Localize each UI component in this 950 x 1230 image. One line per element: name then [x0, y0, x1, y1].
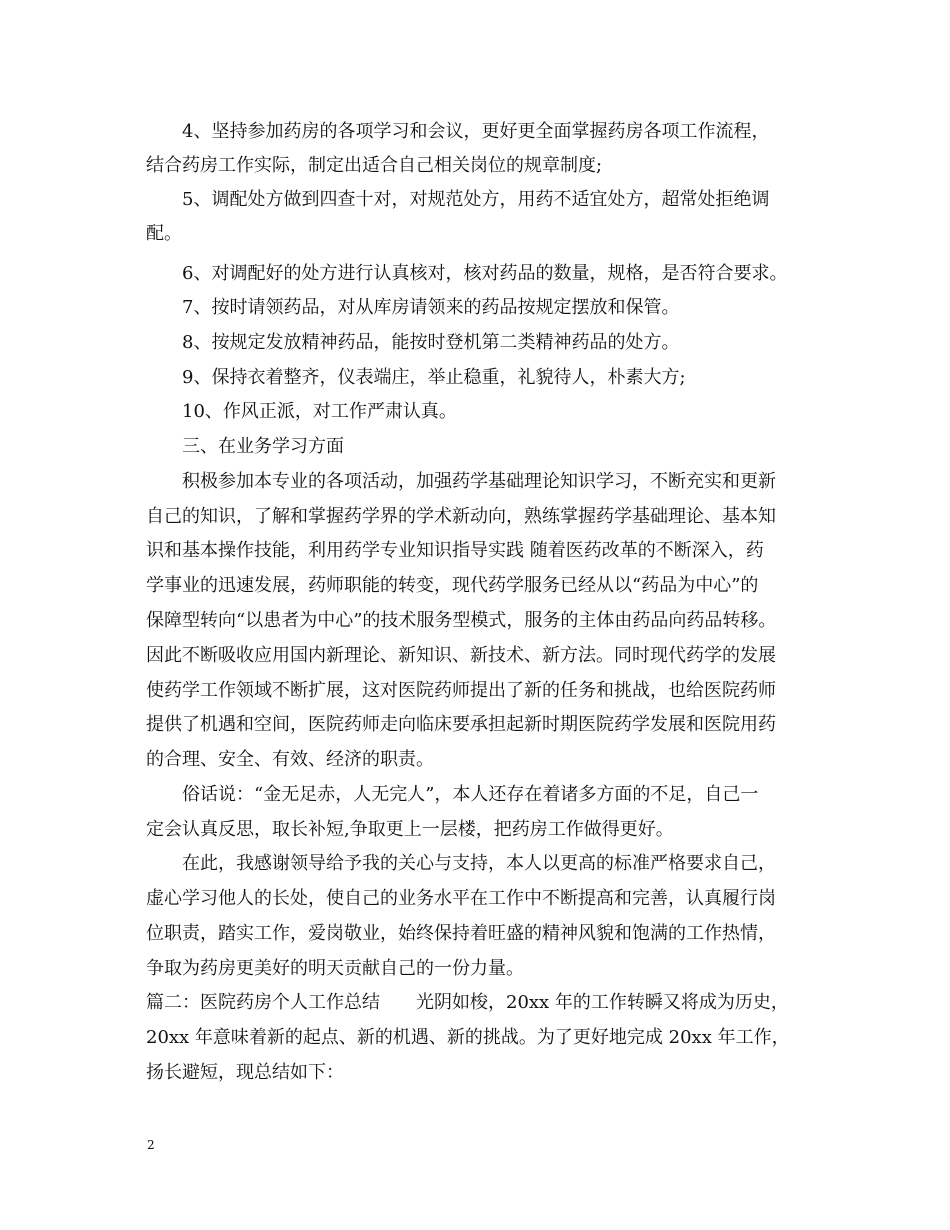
text-line: 俗话说：“金无足赤，人无完人”，本人还存在着诸多方面的不足，自己一: [146, 784, 759, 805]
text-line: 5、调配处方做到四查十对，对规范处方，用药不适宜处方，超常处拒绝调: [146, 189, 770, 210]
text-line: 积极参加本专业的各项活动，加强药学基础理论知识学习，不断充实和更新: [146, 471, 776, 492]
text-line: 结合药房工作实际，制定出适合自己相关岗位的规章制度;: [146, 155, 603, 176]
text-line: 9、保持衣着整齐，仪表端庄，举止稳重，礼貌待人，朴素大方;: [146, 367, 686, 388]
text-line: 篇二：医院药房个人工作总结 光阴如梭，20xx 年的工作转瞬又将成为历史，: [146, 992, 789, 1013]
text-line: 定会认真反思，取长补短,争取更上一层楼，把药房工作做得更好。: [146, 819, 674, 840]
text-line: 20xx 年意味着新的起点、新的机遇、新的挑战。为了更好地完成 20xx 年工作，: [146, 1027, 790, 1048]
text-line: 7、按时请领药品，对从库房请领来的药品按规定摆放和保管。: [146, 297, 680, 318]
text-line: 因此不断吸收应用国内新理论、新知识、新技术、新方法。同时现代药学的发展: [146, 645, 776, 666]
text-line: 8、按规定发放精神药品，能按时登机第二类精神药品的处方。: [146, 332, 680, 353]
text-line: 自己的知识，了解和掌握药学界的学术新动向，熟练掌握药学基础理论、基本知: [146, 506, 776, 527]
text-line: 提供了机遇和空间，医院药师走向临床要承担起新时期医院药学发展和医院用药: [146, 714, 776, 735]
text-line: 10、作风正派，对工作严肃认真。: [146, 401, 457, 422]
text-line: 配。: [146, 223, 182, 244]
text-line: 保障型转向“以患者为中心”的技术服务型模式，服务的主体由药品向药品转移。: [146, 610, 777, 631]
text-line: 争取为药房更美好的明天贡献自己的一份力量。: [146, 958, 524, 979]
text-line: 在此，我感谢领导给予我的关心与支持，本人以更高的标准严格要求自己，: [146, 853, 776, 874]
text-line: 使药学工作领域不断扩展，这对医院药师提出了新的任务和挑战，也给医院药师: [146, 680, 776, 701]
text-line: 识和基本操作技能，利用药学专业知识指导实践 随着医药改革的不断深入，药: [146, 540, 764, 561]
section-heading: 三、在业务学习方面: [146, 436, 344, 457]
text-line: 虚心学习他人的长处，使自己的业务水平在工作中不断提高和完善，认真履行岗: [146, 888, 776, 909]
text-line: 扬长避短，现总结如下：: [146, 1062, 344, 1083]
text-line: 位职责，踏实工作，爱岗敬业，始终保持着旺盛的精神风貌和饱满的工作热情，: [146, 923, 776, 944]
text-line: 4、坚持参加药房的各项学习和会议，更好更全面掌握药房各项工作流程，: [146, 121, 770, 142]
text-line: 学事业的迅速发展，药师职能的转变，现代药学服务已经从以“药品为中心”的: [146, 575, 759, 596]
page-number: 2: [147, 1138, 155, 1152]
text-line: 的合理、安全、有效、经济的职责。: [146, 749, 434, 770]
text-line: 6、对调配好的处方进行认真核对，核对药品的数量，规格，是否符合要求。: [146, 263, 788, 284]
